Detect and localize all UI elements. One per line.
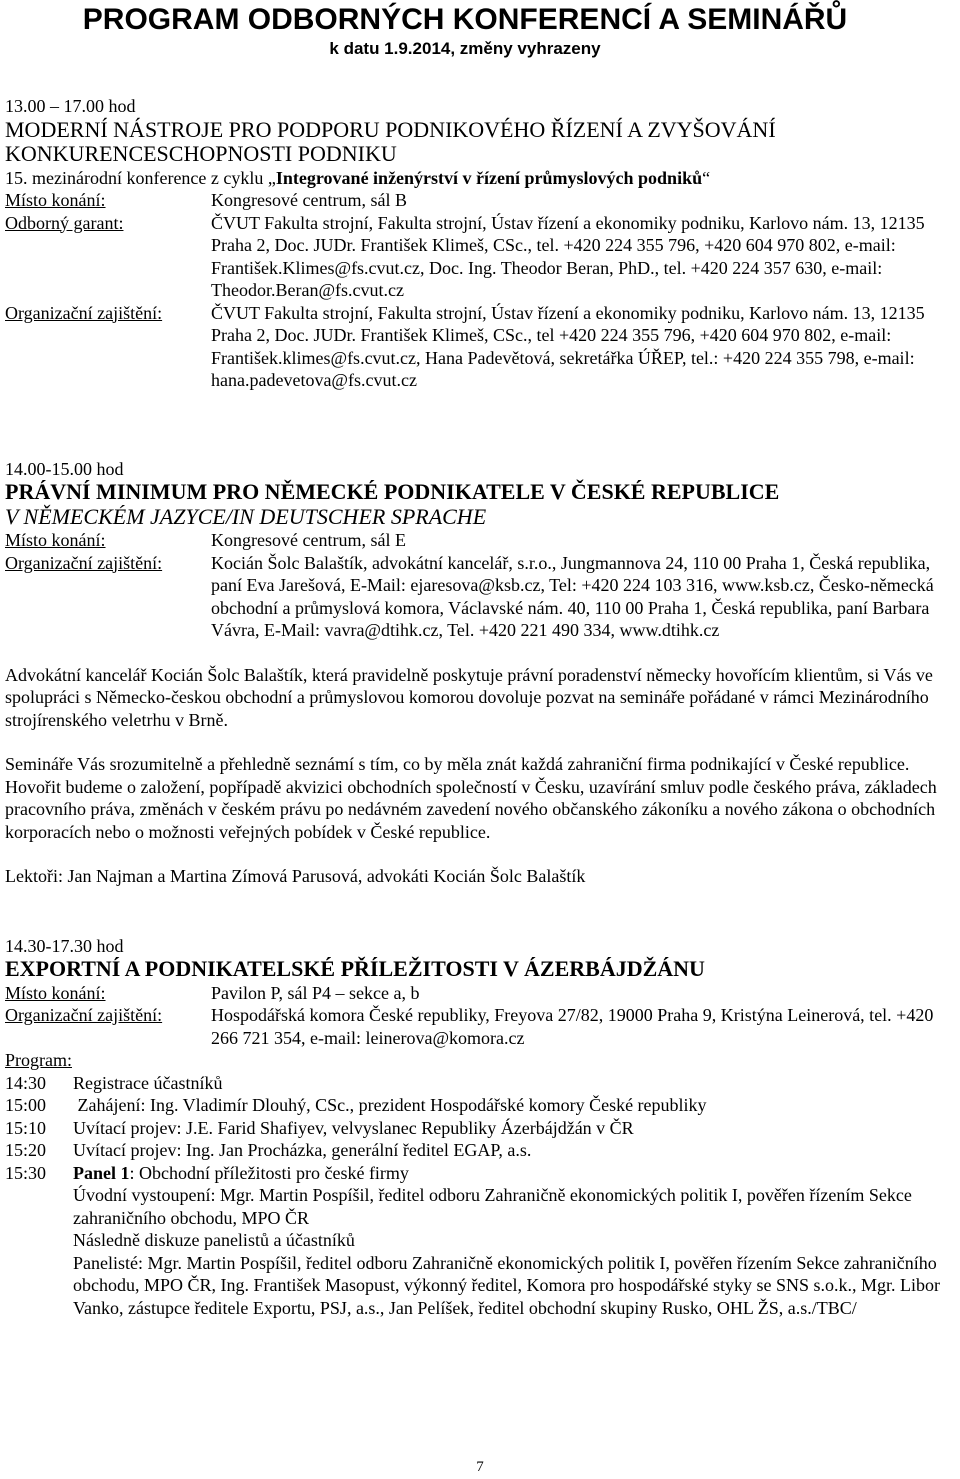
venue-value: Kongresové centrum, sál E	[211, 530, 406, 550]
program-time: 15:10	[5, 1117, 47, 1138]
venue-label: Místo konání:	[5, 982, 106, 1003]
lecturers: Lektoři: Jan Najman a Martina Zímová Parusová, advokáti Kocián Šolc Balaštík	[5, 866, 586, 886]
program-time: 15:20	[5, 1140, 47, 1160]
panel-discussion: Následně diskuze panelistů a účastníků	[73, 1230, 355, 1250]
program-text: Uvítací projev: J.E. Farid Shafiyev, velvyslanec Republiky Ázerbájdžán v ČR	[73, 1117, 634, 1138]
program-item	[5, 1117, 955, 1140]
program-time: 14:30	[5, 1072, 47, 1093]
section-export	[5, 935, 955, 1320]
program-list	[5, 1072, 955, 1162]
heading-line: KONKURENCESCHOPNOSTI PODNIKU	[5, 141, 397, 166]
section-subheading: V NĚMECKÉM JAZYCE/IN DEUTSCHER SPRACHE	[5, 503, 487, 529]
organizer-value: ČVUT Fakulta strojní, Fakulta strojní, Ústav řízení a ekonomiky podniku, Karlovo nám. 13, 12135 Praha 2, Doc. JUDr. František Klimeš, CSc., tel +420 224 355 796, +420 604 970 802, e-mail: František.klimes@fs.cvut.cz, Hana Padevětová, sekretářka ÚŘEP, tel.: +420 224 355 798, e-mail: hana.padevetova@fs.cvut.cz	[211, 302, 925, 390]
organizer-text: Česko-německá obchodní a průmyslová komora, Václavské nám. 40, 110 00 Praha 1, Česká republika, paní Barbara Vávra, E-Mail: vavra@dtihk.cz, Tel. +420 221 490 334, www.dtihk.cz	[211, 575, 934, 640]
section-heading	[5, 118, 955, 167]
venue-value: Kongresové centrum, sál B	[211, 190, 407, 210]
heading-text: EXPORTNÍ A PODNIKATELSKÉ PŘÍLEŽITOSTI V ÁZERBÁJDŽÁNU	[5, 956, 705, 981]
organizer-value	[211, 552, 955, 642]
intro-suffix: “	[702, 167, 711, 188]
organizer-row	[5, 1004, 955, 1049]
venue-label: Místo konání:	[5, 190, 106, 210]
organizer-row	[5, 302, 955, 392]
organizer-value: Hospodářská komora České republiky, Freyova 27/82, 19000 Praha 9, Kristýna Leinerová, tel. +420 266 721 354, e-mail: leinerova@komora.cz	[211, 1005, 934, 1048]
venue-label: Místo konání:	[5, 530, 106, 550]
program-item	[5, 1072, 955, 1095]
guarantor-value: ČVUT Fakulta strojní, Fakulta strojní, Ústav řízení a ekonomiky podniku, Karlovo nám. 13, 12135 Praha 2, Doc. JUDr. František Klimeš, CSc., tel. +420 224 355 796, +420 604 970 802, e-mail: František.Klimes@fs.cvut.cz, Doc. Ing. Theodor Beran, PhD., tel. +420 224 357 630, e-mail: Theodor.Beran@fs.cvut.cz	[211, 212, 925, 300]
program-label: Program:	[5, 1050, 72, 1070]
program-text: Zahájení: Ing. Vladimír Dlouhý, CSc., prezident Hospodářské komory České republiky	[73, 1095, 707, 1115]
page-subtitle: k datu 1.9.2014, změny vyhrazeny	[329, 39, 601, 58]
organizer-text: Kocián Šolc Balaštík, advokátní kancelář, s.r.o., Jungmannova 24, 110 00 Praha 1, Česká republika, paní Eva Jarešová, E-Mail: ejaresova@ksb.cz, Tel: +420 224 103 316, www.ksb.cz	[211, 552, 931, 595]
organizer-row	[5, 552, 955, 642]
venue-value: Pavilon P, sál P4 – sekce a, b	[211, 982, 420, 1003]
section-time: 13.00 – 17.00 hod	[5, 96, 136, 116]
organizer-label: Organizační zajištění:	[5, 552, 163, 573]
panel-intro: Úvodní vystoupení: Mgr. Martin Pospíšil, ředitel odboru Zahraničně ekonomických politik I, pověřen řízením Sekce zahraničního obchodu, MPO ČR	[73, 1185, 912, 1228]
intro-prefix: 15. mezinárodní konference z cyklu „	[5, 167, 276, 188]
page-title: PROGRAM ODBORNÝCH KONFERENCÍ A SEMINÁŘŮ	[82, 3, 848, 36]
paragraph: Semináře Vás srozumitelně a přehledně seznámí s tím, co by měla znát každá zahraniční firma podnikající v České republice. Hovořit budeme o založení, popřípadě akvizici obchodních společností v Česku, uzavírání smluv podle českého práva, základech pracovního práva, změnách v českém právu po nedávném zavedení nového občanského zákoníku a nového zákona o obchodních korporacích nebo o možnosti veřejných pobídek v České republice.	[5, 754, 937, 842]
page-number: 7	[476, 1459, 484, 1475]
panel-subtitle: : Obchodní příležitosti pro české firmy	[129, 1162, 409, 1183]
heading-line: MODERNÍ NÁSTROJE PRO PODPORU PODNIKOVÉHO ŘÍZENÍ A ZVYŠOVÁNÍ	[5, 116, 776, 142]
guarantor-row	[5, 212, 955, 302]
program-text: Registrace účastníků	[73, 1072, 223, 1093]
organizer-comma: ,	[809, 575, 815, 595]
organizer-label: Organizační zajištění:	[5, 1005, 163, 1025]
program-text: Uvítací projev: Ing. Jan Procházka, generální ředitel EGAP, a.s.	[73, 1140, 532, 1160]
venue-row	[5, 529, 955, 552]
venue-row	[5, 982, 955, 1005]
intro-bold: Integrované inženýrství v řízení průmyslových podniků	[275, 167, 703, 188]
organizer-label: Organizační zajištění:	[5, 302, 163, 323]
program-item	[5, 1162, 955, 1185]
paragraph: Advokátní kancelář Kocián Šolc Balaštík, která pravidelně poskytuje právní poradenství německy hovořícím klientům, si Vás ve spolupráci s Německo-českou obchodní a průmyslovou komorou dovoluje pozvat na semináře pořádané v rámci Mezinárodního strojírenského veletrhu v Brně.	[5, 664, 933, 730]
document-page	[5, 0, 955, 1319]
conference-intro	[5, 167, 955, 190]
program-time: 15:00	[5, 1095, 47, 1115]
venue-row	[5, 189, 955, 212]
program-item	[5, 1094, 955, 1117]
section-time: 14.00-15.00 hod	[5, 458, 124, 479]
panel-title: Panel 1	[73, 1162, 130, 1183]
program-text	[73, 1162, 955, 1185]
section-time: 14.30-17.30 hod	[5, 935, 124, 956]
section-conference	[5, 95, 955, 392]
section-heading	[5, 957, 955, 982]
program-item	[5, 1139, 955, 1162]
guarantor-label: Odborný garant:	[5, 212, 124, 233]
program-time: 15:30	[5, 1162, 47, 1183]
panelists: Panelisté: Mgr. Martin Pospíšil, ředitel odboru Zahraničně ekonomických politik I, pověřen řízením Sekce zahraničního obchodu, MPO ČR, Ing. František Masopust, výkonný ředitel, Komora pro hospodářské styky se SNS s.o.k., Mgr. Libor Vanko, zástupce ředitele Exportu, PSJ, a.s., Jan Pelíšek, ředitel obchodní skupiny Rusko, OHL ŽS, a.s./TBC/	[73, 1252, 940, 1318]
section-heading: PRÁVNÍ MINIMUM PRO NĚMECKÉ PODNIKATELE V ČESKÉ REPUBLICE	[5, 479, 780, 504]
section-seminar	[5, 458, 955, 888]
